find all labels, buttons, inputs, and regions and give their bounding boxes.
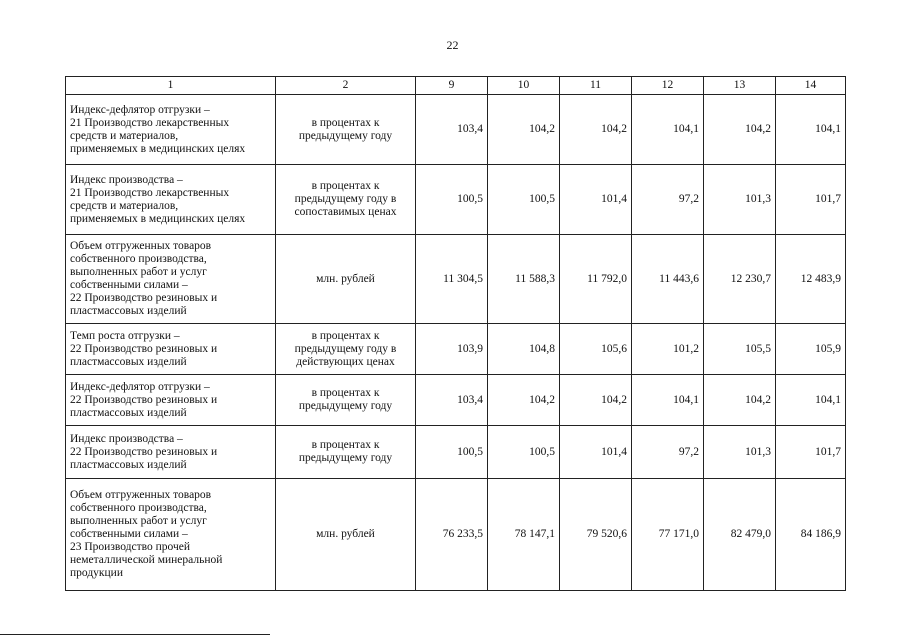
value-cell: 101,2: [632, 324, 704, 375]
value-cell: 11 588,3: [488, 235, 560, 324]
value-cell: 11 443,6: [632, 235, 704, 324]
value-cell: 101,7: [776, 165, 846, 235]
unit-cell: в процентах к предыдущему году в действующих ценах: [276, 324, 416, 375]
unit-cell: в процентах к предыдущему году в сопоставимых ценах: [276, 165, 416, 235]
table-row: [66, 165, 846, 235]
value-cell: 104,2: [560, 95, 632, 165]
value-cell: 84 186,9: [776, 479, 846, 591]
value-cell: 100,5: [488, 165, 560, 235]
value-cell: 103,9: [416, 324, 488, 375]
value-cell: 101,4: [560, 165, 632, 235]
value-cell: 79 520,6: [560, 479, 632, 591]
value-cell: 97,2: [632, 426, 704, 479]
unit-cell: в процентах к предыдущему году: [276, 426, 416, 479]
column-header: 13: [704, 77, 776, 95]
value-cell: 104,8: [488, 324, 560, 375]
value-cell: 12 230,7: [704, 235, 776, 324]
value-cell: 103,4: [416, 95, 488, 165]
table-row: [66, 324, 846, 375]
value-cell: 101,7: [776, 426, 846, 479]
unit-cell: млн. рублей: [276, 235, 416, 324]
value-cell: 104,2: [704, 375, 776, 426]
column-header: 1: [66, 77, 276, 95]
unit-cell: в процентах к предыдущему году: [276, 95, 416, 165]
column-header: 14: [776, 77, 846, 95]
table-row: [66, 426, 846, 479]
value-cell: 105,6: [560, 324, 632, 375]
value-cell: 101,4: [560, 426, 632, 479]
page-number: 22: [446, 38, 459, 52]
indicator-cell: Индекс-дефлятор отгрузки – 21 Производство лекарственных средств и материалов, применяемых в медицинских целях: [66, 95, 276, 165]
value-cell: 12 483,9: [776, 235, 846, 324]
table-row: [66, 479, 846, 591]
value-cell: 104,2: [488, 375, 560, 426]
unit-cell: в процентах к предыдущему году: [276, 375, 416, 426]
column-header: 12: [632, 77, 704, 95]
value-cell: 104,1: [776, 95, 846, 165]
value-cell: 97,2: [632, 165, 704, 235]
value-cell: 100,5: [416, 165, 488, 235]
column-header: 11: [560, 77, 632, 95]
value-cell: 104,1: [632, 375, 704, 426]
indicator-cell: Индекс производства – 21 Производство лекарственных средств и материалов, применяемых в медицинских целях: [66, 165, 276, 235]
indicator-cell: Темп роста отгрузки – 22 Производство резиновых и пластмассовых изделий: [66, 324, 276, 375]
value-cell: 100,5: [488, 426, 560, 479]
value-cell: 104,1: [632, 95, 704, 165]
value-cell: 82 479,0: [704, 479, 776, 591]
table-row: [66, 375, 846, 426]
value-cell: 76 233,5: [416, 479, 488, 591]
indicator-cell: Индекс производства – 22 Производство резиновых и пластмассовых изделий: [66, 426, 276, 479]
indicator-cell: Индекс-дефлятор отгрузки – 22 Производство резиновых и пластмассовых изделий: [66, 375, 276, 426]
value-cell: 78 147,1: [488, 479, 560, 591]
value-cell: 11 792,0: [560, 235, 632, 324]
value-cell: 105,5: [704, 324, 776, 375]
column-header: 9: [416, 77, 488, 95]
value-cell: 104,1: [776, 375, 846, 426]
data-table: [65, 76, 846, 591]
value-cell: 105,9: [776, 324, 846, 375]
table-row: [66, 235, 846, 324]
value-cell: 101,3: [704, 165, 776, 235]
table-row: [66, 95, 846, 165]
value-cell: 104,2: [560, 375, 632, 426]
indicator-cell: Объем отгруженных товаров собственного производства, выполненных работ и услуг собственными силами – 22 Производство резиновых и пластмассовых изделий: [66, 235, 276, 324]
indicator-cell: Объем отгруженных товаров собственного производства, выполненных работ и услуг собственными силами – 23 Производство прочей неметаллической минеральной продукции: [66, 479, 276, 591]
value-cell: 77 171,0: [632, 479, 704, 591]
column-header: 10: [488, 77, 560, 95]
header-row: [66, 77, 846, 95]
column-header: 2: [276, 77, 416, 95]
value-cell: 104,2: [488, 95, 560, 165]
value-cell: 100,5: [416, 426, 488, 479]
value-cell: 103,4: [416, 375, 488, 426]
value-cell: 11 304,5: [416, 235, 488, 324]
value-cell: 101,3: [704, 426, 776, 479]
unit-cell: млн. рублей: [276, 479, 416, 591]
footnote-divider: [0, 634, 270, 635]
value-cell: 104,2: [704, 95, 776, 165]
